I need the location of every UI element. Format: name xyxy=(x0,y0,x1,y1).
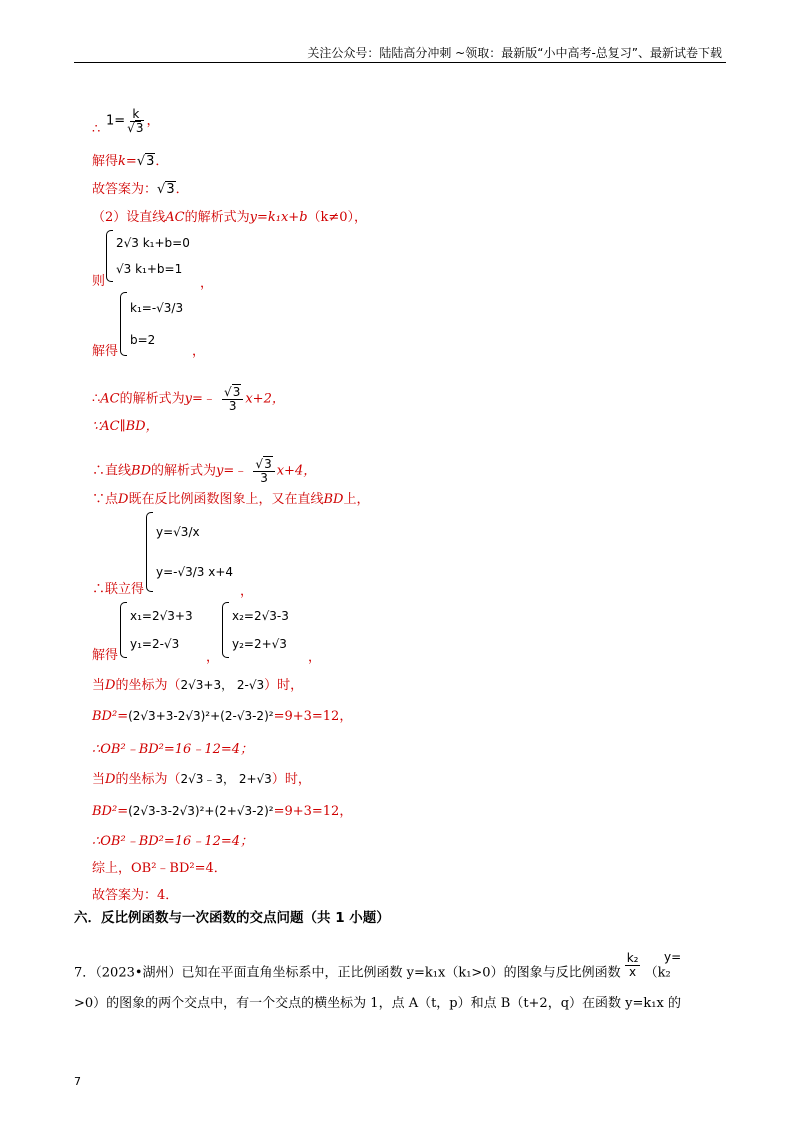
solution-line-7: ∴AC的解析式为y=﹣ $\frac{√3}{3}$ x+2， xyxy=(92,385,285,413)
solution-line-15: ∴OB²﹣BD²=16﹣12=4； xyxy=(92,742,254,757)
sys1-comma: ， xyxy=(200,276,214,291)
fraction-root3-over-3-bd: $\frac{√3}{3}$ xyxy=(253,458,274,484)
solution-line-17: BD²=(2√3-3-2√3)²+(2+√3-2)²=9+3=12， xyxy=(92,804,353,819)
solution-line-19: 综上，OB²﹣BD²=4． xyxy=(92,861,227,876)
solution-line-9: ∴直线BD的解析式为y=﹣ $\frac{√3}{3}$ x+4， xyxy=(92,457,317,485)
equation-system-5: x₂=2√3-3 y₂=2+√3 xyxy=(222,602,289,658)
solution-line-11: ∴联立得 xyxy=(92,582,145,597)
solution-line-18: ∴OB²﹣BD²=16﹣12=4； xyxy=(92,834,254,849)
solution-line-8: ∵AC∥BD， xyxy=(92,419,159,434)
solution-line-14: BD²=(2√3+3-2√3)²+(2-√3-2)²=9+3=12， xyxy=(92,709,353,724)
solution-line-13: 当D的坐标为（2√3+3， 2-√3）时， xyxy=(92,678,304,693)
sys5-comma: ， xyxy=(308,650,322,665)
equation-system-4: x₁=2√3+3 y₁=2-√3 xyxy=(120,602,193,658)
section-title: 六．反比例函数与一次函数的交点问题（共 1 小题） xyxy=(74,910,390,926)
fraction-root3-over-3: $\frac{√3}{3}$ xyxy=(222,386,243,412)
header-divider xyxy=(74,62,726,63)
sys2-comma: ， xyxy=(192,344,206,359)
solution-line-4: （2）设直线AC的解析式为y=k₁x+b（k≠0）， xyxy=(92,210,368,225)
page-number: 7 xyxy=(74,1075,81,1088)
solution-line-20: 故答案为：4． xyxy=(92,888,179,903)
solution-line-12: 解得 xyxy=(92,648,119,663)
fraction-k2-over-x: $\frac{\text{k₂}}{x}$ xyxy=(626,951,639,979)
page-header: 关注公众号：陆陆高分冲刺 ~领取：最新版“小中高考-总复习”、最新试卷下载 xyxy=(307,46,722,60)
question-line-1: 7．（2023•湖州）已知在平面直角坐标系中，正比例函数 y=k₁x（k₁>0）的图象与反比例函数 $\frac{\text{k₂}}{x}$ y= （k₂ xyxy=(74,950,682,981)
solution-line-6: 解得 xyxy=(92,344,119,359)
equation-system-3: y=√3/x y=-√3/3 x+4 xyxy=(146,512,233,592)
equation-system-2: k₁=-√3/3 b=2 xyxy=(120,292,183,356)
equation-lhs: 1= xyxy=(106,113,126,129)
fraction-k-over-root3: $\frac{k}{√3}$ xyxy=(127,107,144,135)
sys4-comma: ， xyxy=(206,650,220,665)
equation-system-1: 2√3 k₁+b=0 √3 k₁+b=1 xyxy=(106,230,190,282)
sys3-comma: ， xyxy=(240,584,254,599)
solution-line-2: 解得k=√3． xyxy=(92,154,169,169)
solution-line-3: 故答案为：√3． xyxy=(92,182,189,197)
solution-line-10: ∵点D既在反比例函数图象上，又在直线BD上， xyxy=(92,492,370,507)
solution-line-16: 当D的坐标为（2√3﹣3， 2+√3）时， xyxy=(92,772,311,787)
question-line-2: >0）的图象的两个交点中，有一个交点的横坐标为 1，点 A（t，p）和点 B（t+2，q）在函数 y=k₁x 的 xyxy=(74,996,681,1011)
therefore-symbol: ∴ xyxy=(92,122,101,137)
solution-line-5: 则 xyxy=(92,274,106,289)
